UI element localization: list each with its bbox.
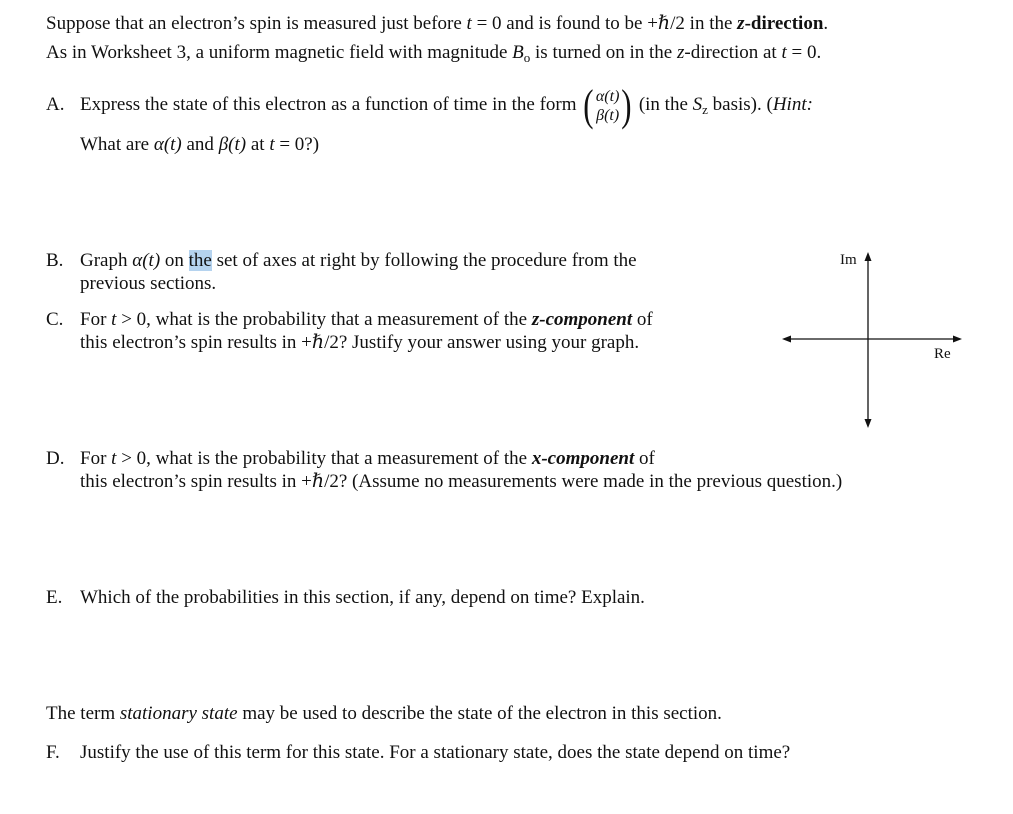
question-a-line-1	[80, 80, 813, 131]
question-a-text: Express the state of this electron as a function of time in the form	[80, 94, 577, 115]
intro-text: = 0.	[786, 42, 822, 63]
real-axis-arrow-right	[953, 336, 962, 343]
question-d-text: of	[634, 448, 655, 469]
left-paren: (	[583, 80, 594, 130]
beta-of-t: β(t)	[218, 134, 247, 155]
x-component-bold: x-component	[531, 448, 635, 469]
question-b-line-1	[80, 249, 637, 273]
var-z: z	[737, 13, 745, 34]
question-a-label: A.	[46, 94, 65, 115]
intro-text: .	[823, 13, 829, 34]
var-t: t	[111, 448, 117, 469]
var-B: B	[512, 42, 524, 63]
intro-text: is turned on in the	[530, 42, 677, 63]
intro-line-1	[46, 12, 828, 36]
stationary-state-term: stationary state	[119, 703, 238, 724]
intro-text: Suppose that an electron’s spin is measured just before	[46, 13, 467, 34]
question-c-text: > 0, what is the probability that a measurement of the	[116, 309, 532, 330]
question-c-line-2: this electron’s spin results in +ℏ/2? Justify your answer using your graph.	[80, 332, 640, 353]
question-a-line-2	[80, 133, 319, 157]
var-t: t	[269, 134, 275, 155]
question-a-text: at	[246, 134, 270, 155]
question-a-text: basis). (	[707, 94, 773, 115]
question-f-label: F.	[46, 742, 60, 763]
question-f-text: Justify the use of this term for this state. For a stationary state, does the state depend on time?	[80, 742, 791, 763]
question-b-text: Graph	[80, 250, 133, 271]
complex-plane-axes	[780, 250, 970, 430]
state-vector	[581, 80, 634, 130]
var-t: t	[781, 42, 787, 63]
question-c-label: C.	[46, 309, 64, 330]
question-b-text: set of axes at right by following the procedure from the	[211, 250, 637, 271]
real-axis-arrow-left	[782, 336, 791, 343]
question-e-label: E.	[46, 587, 63, 608]
var-t: t	[111, 309, 117, 330]
question-a-text: and	[181, 134, 219, 155]
intro-text: = 0 and is found to be +ℏ/2 in the	[471, 13, 738, 34]
question-b-text: on	[160, 250, 189, 271]
alpha-of-t: α(t)	[153, 134, 182, 155]
beta-component: β(t)	[596, 106, 620, 124]
question-a-text: (in the	[638, 94, 693, 115]
question-a-text: What are	[80, 134, 154, 155]
question-b-line-2: previous sections.	[80, 273, 217, 294]
var-B-subscript: o	[523, 50, 531, 65]
stationary-text: may be used to describe the state of the electron in this section.	[237, 703, 722, 724]
intro-line-2	[46, 41, 821, 70]
intro-text: -direction at	[684, 42, 782, 63]
question-e-text: Which of the probabilities in this section, if any, depend on time? Explain.	[80, 587, 645, 608]
question-d-line-2: this electron’s spin results in +ℏ/2? (Assume no measurements were made in the previous question.)	[80, 471, 843, 492]
stationary-state-line	[46, 702, 722, 726]
stationary-text: The term	[46, 703, 120, 724]
question-c-line-1	[80, 308, 653, 332]
question-a-text: = 0?)	[274, 134, 320, 155]
intro-text: As in Worksheet 3, a uniform magnetic field with magnitude	[46, 42, 513, 63]
alpha-component: α(t)	[595, 87, 620, 105]
selected-text[interactable]: the	[188, 250, 212, 271]
imaginary-axis-arrow-down	[865, 419, 872, 428]
state-vector-components	[596, 85, 620, 125]
var-S: S	[692, 94, 703, 115]
hint-label: Hint:	[772, 94, 813, 115]
question-d-line-1	[80, 447, 655, 471]
question-c-text: For	[80, 309, 112, 330]
var-z: z	[676, 42, 685, 63]
intro-bold-direction: -direction	[744, 13, 824, 34]
imaginary-axis-label: Im	[840, 252, 857, 268]
imaginary-axis-arrow-up	[865, 252, 872, 261]
question-d-label: D.	[46, 448, 65, 469]
z-component-bold: z-component	[531, 309, 633, 330]
question-d-text: For	[80, 448, 112, 469]
real-axis-label: Re	[934, 346, 951, 362]
question-d-text: > 0, what is the probability that a measurement of the	[116, 448, 532, 469]
alpha-of-t: α(t)	[132, 250, 161, 271]
right-paren: )	[621, 80, 632, 130]
question-b-label: B.	[46, 250, 64, 271]
question-c-text: of	[632, 309, 653, 330]
var-t: t	[466, 13, 472, 34]
var-S-subscript: z	[702, 102, 708, 117]
